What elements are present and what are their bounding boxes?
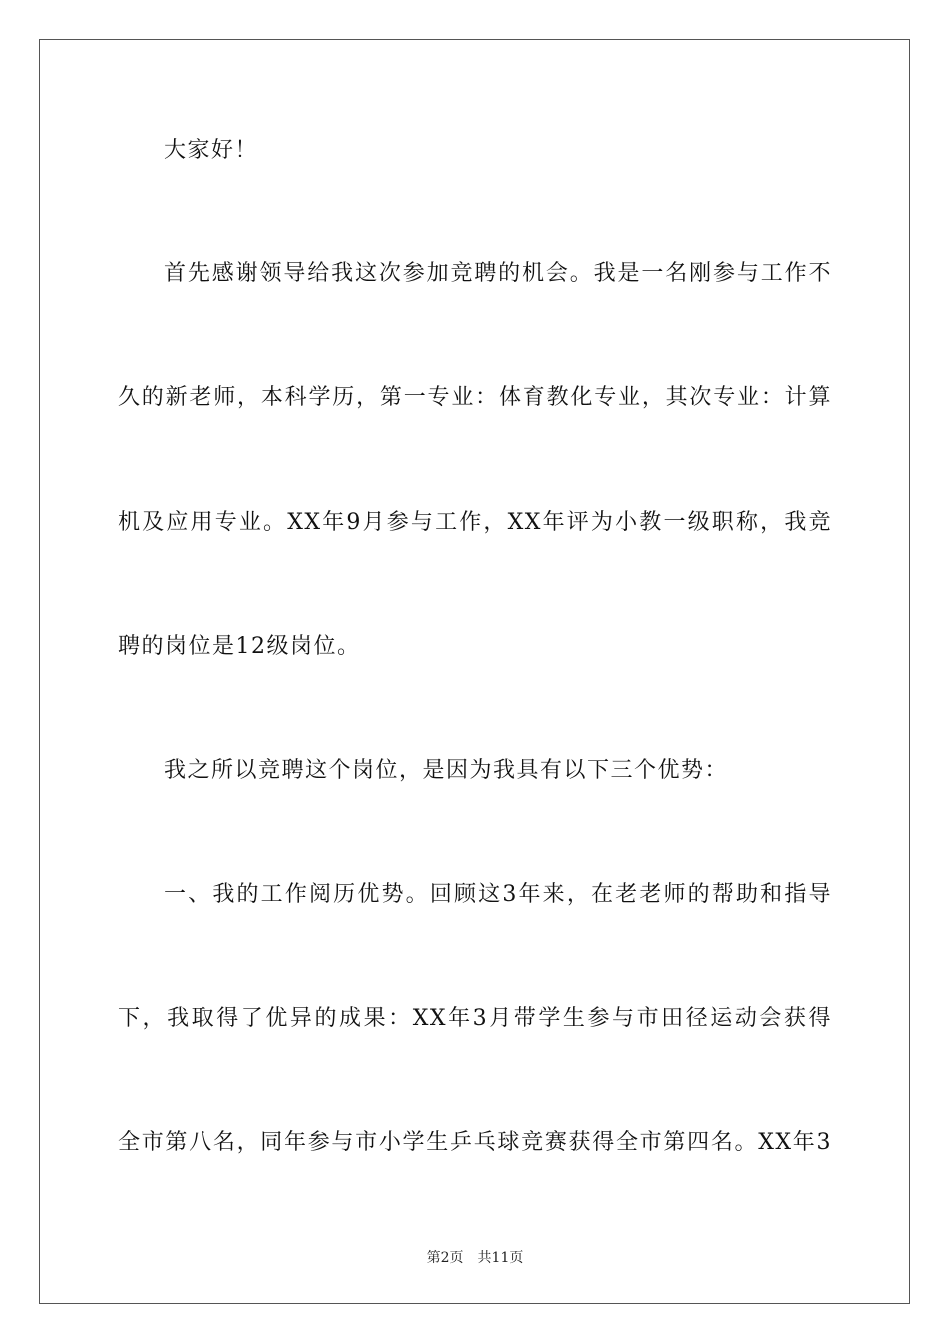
paragraph-1-line-1: 首先感谢领导给我这次参加竞聘的机会。我是一名刚参与工作不 (164, 261, 832, 286)
paragraph-3-line-2: 下，我取得了优异的成果：XX年3月带学生参与市田径运动会获得 (118, 1006, 832, 1031)
paragraph-1-line-4: 聘的岗位是12级岗位。 (118, 634, 361, 659)
paragraph-3-line-1: 一、我的工作阅历优势。回顾这3年来，在老老师的帮助和指导 (164, 882, 832, 907)
page-number: 第2页 (426, 1250, 464, 1266)
paragraph-2-line-1: 我之所以竞聘这个岗位，是因为我具有以下三个优势： (164, 758, 729, 783)
page-footer (0, 1248, 950, 1268)
greeting-line: 大家好！ (164, 138, 259, 163)
paragraph-1-line-3: 机及应用专业。XX年9月参与工作，XX年评为小教一级职称，我竞 (118, 510, 832, 535)
page-border (39, 39, 910, 1304)
paragraph-3-line-3: 全市第八名，同年参与市小学生乒乓球竞赛获得全市第四名。XX年3 (118, 1130, 832, 1155)
page-total: 共11页 (477, 1250, 524, 1266)
paragraph-1-line-2: 久的新老师，本科学历，第一专业：体育教化专业，其次专业：计算 (118, 385, 832, 410)
